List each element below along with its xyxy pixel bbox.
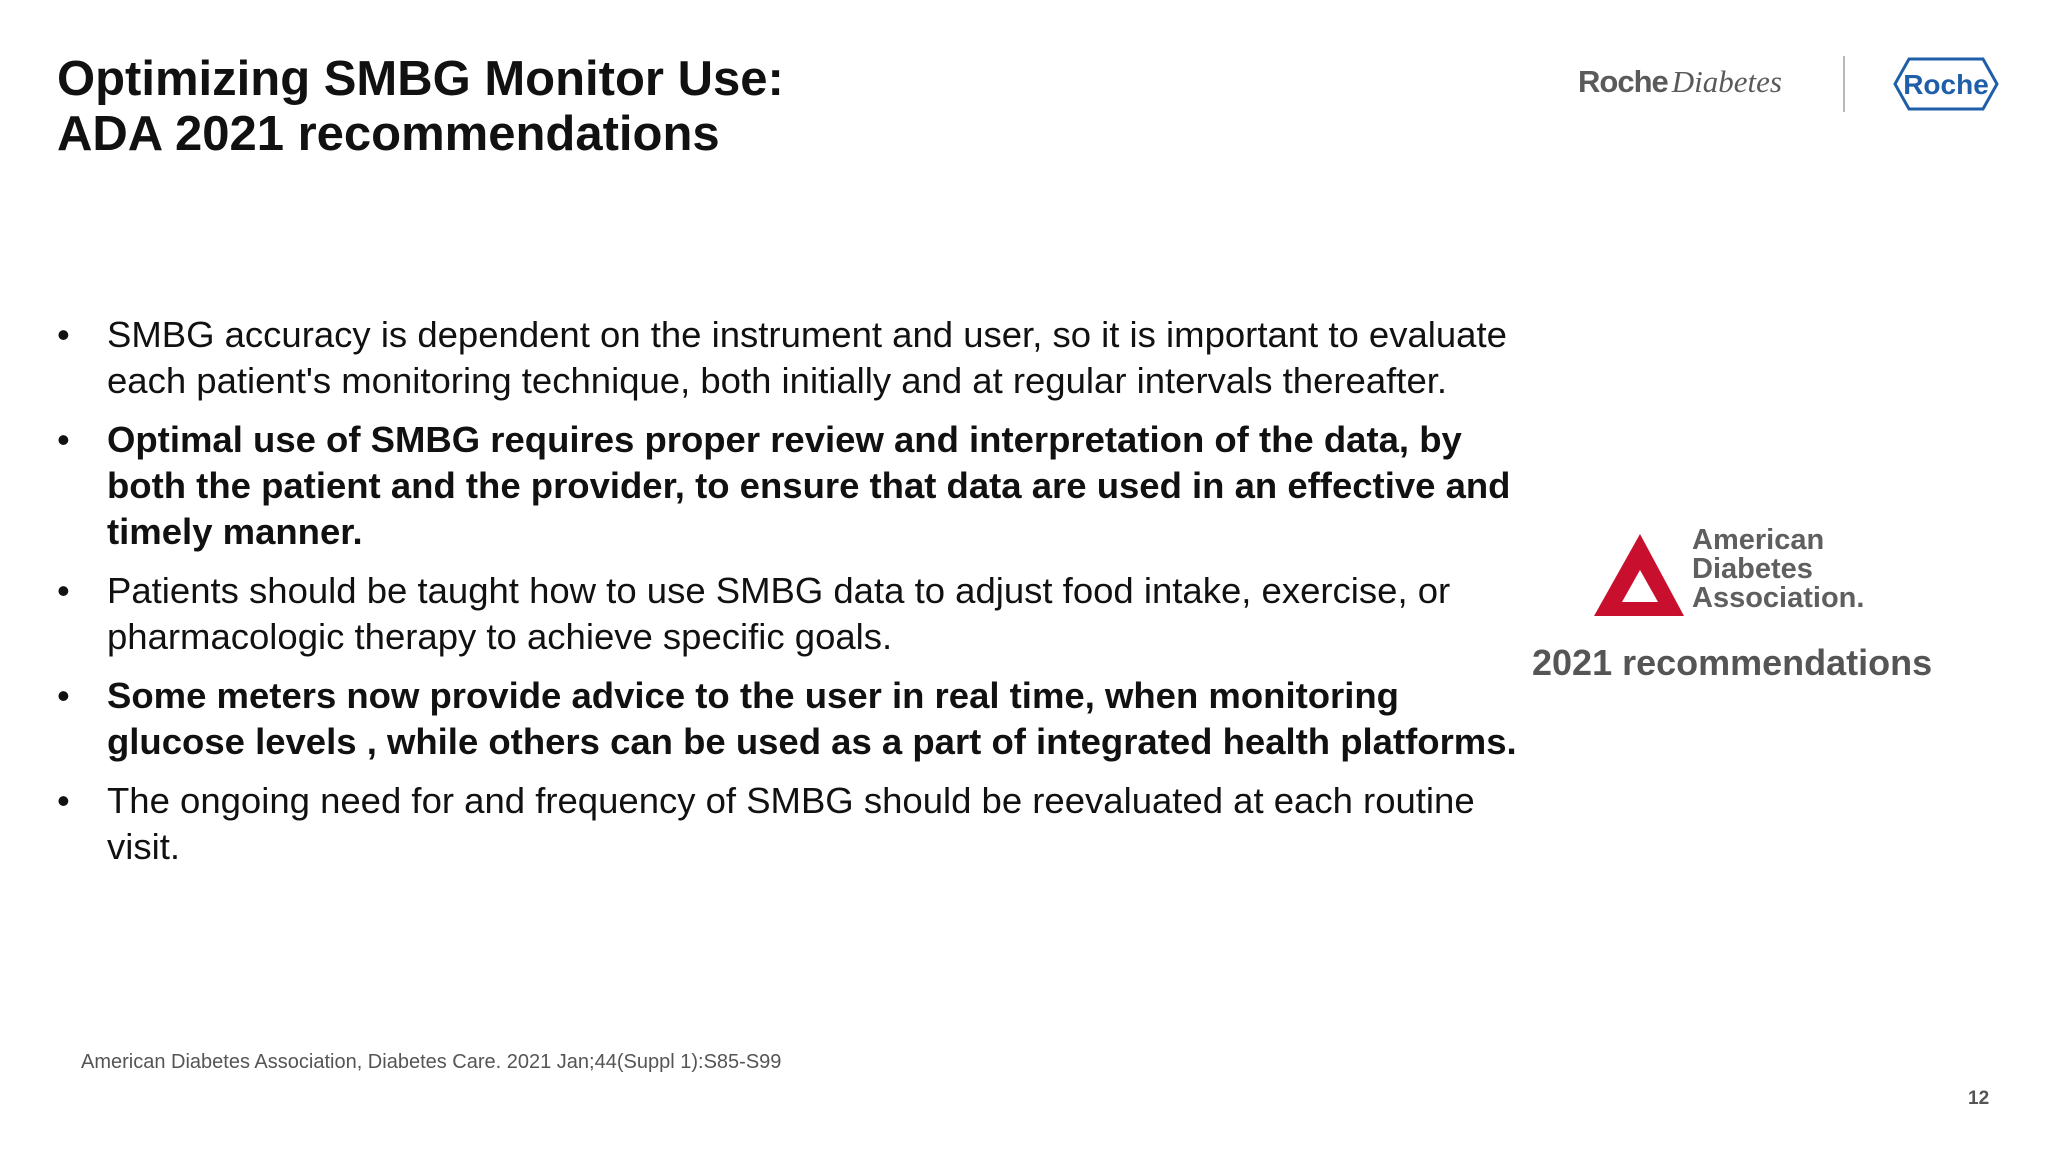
bullet-text: The ongoing need for and frequency of SMBG should be reevaluated at each routine visit. — [107, 780, 1475, 867]
ada-logo-line3: Association. — [1692, 582, 1865, 614]
ada-logo-line1: American — [1692, 524, 1825, 556]
ada-caption: 2021 recommendations — [1532, 642, 1933, 683]
roche-hexagon-logo — [1893, 56, 1999, 112]
bullet-text: Patients should be taught how to use SMBG data to adjust food intake, exercise, or pharmacologic therapy to achieve specific goals. — [107, 570, 1451, 657]
bullet-item — [57, 778, 1517, 870]
bullet-dot: • — [57, 570, 70, 611]
slide-title — [57, 52, 784, 162]
bullet-text: Optimal use of SMBG requires proper review and interpretation of the data, by both the patient and the provider, to ensure that data are used in an effective and timely manner. — [107, 419, 1511, 552]
bullet-item — [57, 568, 1517, 660]
bullet-list — [57, 312, 1517, 883]
logo-divider — [1843, 56, 1845, 112]
bullet-item — [57, 312, 1517, 404]
bullet-dot: • — [57, 780, 70, 821]
roche-diabetes-logo-roche: Roche — [1578, 64, 1668, 99]
reference-citation: American Diabetes Association, Diabetes Care. 2021 Jan;44(Suppl 1):S85-S99 — [81, 1051, 782, 1073]
bullet-dot: • — [57, 314, 70, 355]
slide-title-line2: ADA 2021 recommendations — [57, 107, 720, 161]
bullet-text: SMBG accuracy is dependent on the instrument and user, so it is important to evaluate each patient's monitoring technique, both initially and at regular intervals thereafter. — [107, 314, 1507, 401]
roche-diabetes-logo — [1578, 64, 1782, 100]
bullet-item — [57, 417, 1517, 555]
bullet-item — [57, 673, 1517, 765]
page-number: 12 — [1968, 1088, 1990, 1109]
ada-logo-line2: Diabetes — [1692, 553, 1813, 585]
roche-diabetes-logo-diabetes: Diabetes — [1671, 64, 1782, 99]
bullet-dot: • — [57, 419, 70, 460]
bullet-dot: • — [57, 675, 70, 716]
svg-text:Roche: Roche — [1903, 69, 1989, 100]
bullet-text: Some meters now provide advice to the user in real time, when monitoring glucose levels , while others can be used as a part of integrated health platforms. — [107, 675, 1517, 762]
slide-title-line1: Optimizing SMBG Monitor Use: — [57, 52, 784, 106]
ada-logo-text — [1692, 526, 1864, 613]
